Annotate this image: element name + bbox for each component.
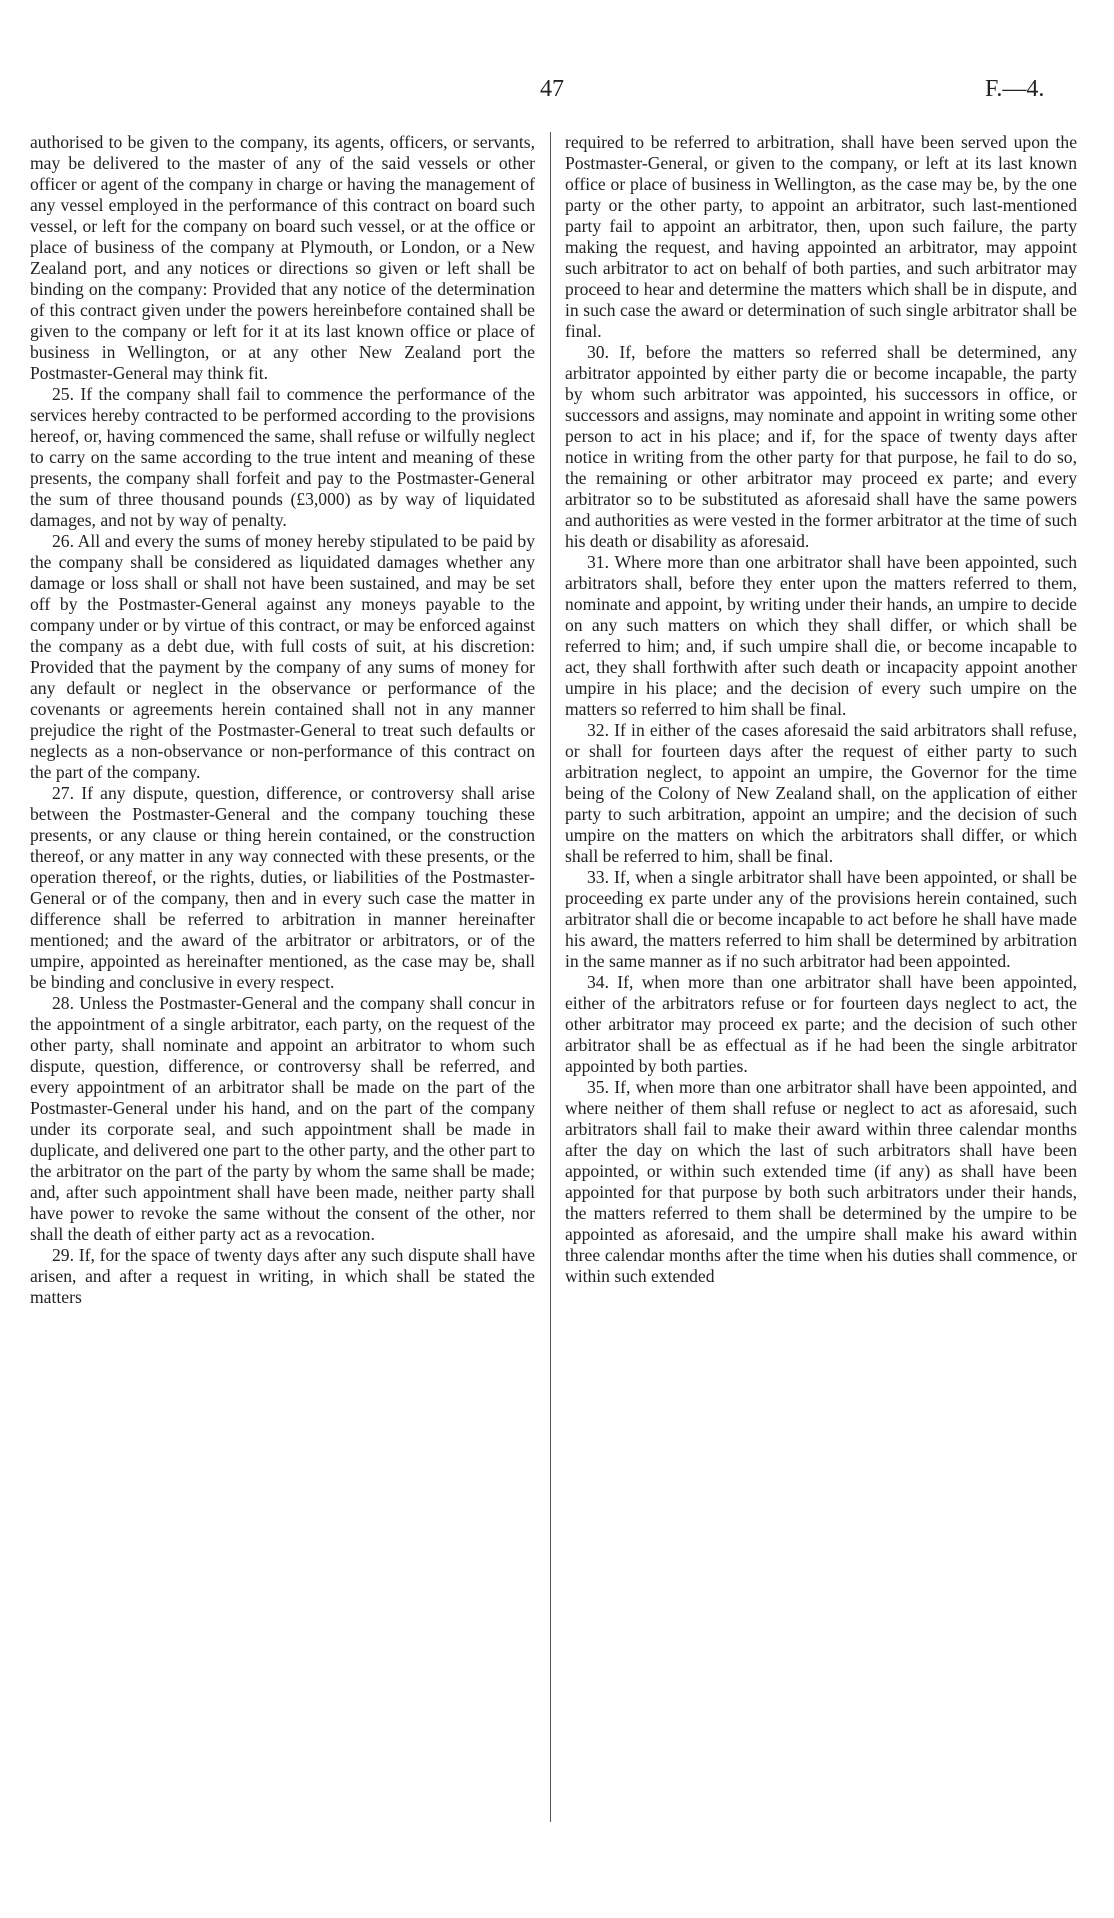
- page-number: 47: [540, 76, 564, 102]
- left-column: [30, 132, 535, 1308]
- paragraph: 35. If, when more than one arbitrator shall have been appointed, and where neither of them shall refuse or neglect to act as aforesaid, such arbitrators shall fail to make their award within three calendar months after the day on which the last of such arbitrators shall have been appointed, or within such extended time (if any) as shall have been appointed for that purpose by both such arbitrators under their hands, the matters referred to them shall be determined by the umpire to be appointed as aforesaid, and the umpire shall make his award within three calendar months after the time when his duties shall commence, or within such extended: [565, 1077, 1077, 1286]
- paragraph: 27. If any dispute, question, difference, or controversy shall arise between the Postmaster-General and the company touching these presents, or any clause or thing herein contained, or the construction thereof, or any matter in any way connected with these presents, or the operation thereof, or the rights, duties, or liabilities of the Postmaster-General or of the company, then and in every such case the matter in difference shall be referred to arbitration in manner hereinafter mentioned; and the award of the arbitrator or arbitrators, or of the umpire, appointed as hereinafter mentioned, as the case may be, shall be binding and conclusive in every respect.: [30, 783, 535, 992]
- paragraph: 25. If the company shall fail to commence the performance of the services hereby contracted to be performed according to the provisions hereof, or, having commenced the same, shall refuse or wilfully neglect to carry on the same according to the true intent and meaning of these presents, the company shall forfeit and pay to the Postmaster-General the sum of three thousand pounds (£3,000) as by way of liquidated damages, and not by way of penalty.: [30, 384, 535, 530]
- paragraph: 32. If in either of the cases aforesaid the said arbitrators shall refuse, or shall for fourteen days after the request of either party to such arbitration neglect, to appoint an umpire, the Governor for the time being of the Colony of New Zealand shall, on the application of either party to such arbitration, appoint an umpire; and the decision of such umpire on the matters on which the arbitrators shall differ, or which shall be referred to him, shall be final.: [565, 720, 1077, 866]
- paragraph: 33. If, when a single arbitrator shall have been appointed, or shall be proceeding ex parte under any of the provisions herein contained, such arbitrator shall die or become incapable to act before he shall have made his award, the matters referred to him shall be determined by arbitration in the same manner as if no such arbitrator had been appointed.: [565, 867, 1077, 971]
- paragraph: 28. Unless the Postmaster-General and the company shall concur in the appointment of a single arbitrator, each party, on the request of the other party, shall nominate and appoint an arbitrator to whom such dispute, question, difference, or controversy shall be referred, and every appointment of an arbitrator shall be made on the part of the Postmaster-General under his hand, and on the part of the company under its corporate seal, and such appointment shall be made in duplicate, and delivered one part to the other party, and the other part to the arbitrator on the part of the party by whom the same shall be made; and, after such appointment shall have been made, neither party shall have power to revoke the same without the consent of the other, nor shall the death of either party act as a revocation.: [30, 993, 535, 1244]
- paragraph: authorised to be given to the company, its agents, officers, or servants, may be delivered to the master of any of the said vessels or other officer or agent of the company in charge or having the management of any vessel employed in the performance of this contract on board such vessel, or left for the company on board such vessel, or at the office or place of business of the company at Plymouth, or London, or a New Zealand port, and any notices or directions so given or left shall be binding on the company: Provided that any notice of the determination of this contract given under the powers hereinbefore contained shall be given to the company or left for it at its last known office or place of business in Wellington, or at any other New Zealand port the Postmaster-General may think fit.: [30, 132, 535, 383]
- paragraph: required to be referred to arbitration, shall have been served upon the Postmaster-General, or given to the company, or left at its last known office or place of business in Wellington, as the case may be, by the one party or the other party, to appoint an arbitrator, such last-mentioned party fail to appoint an arbitrator, then, upon such failure, the party making the request, and having appointed an arbitrator, may appoint such arbitrator to act on behalf of both parties, and such arbitrator may proceed to hear and determine the matters which shall be in dispute, and in such case the award or determination of such single arbitrator shall be final.: [565, 132, 1077, 341]
- paragraph: 34. If, when more than one arbitrator shall have been appointed, either of the arbitrators refuse or for fourteen days neglect to act, the other arbitrator may proceed ex parte; and the decision of such other arbitrator shall be as effectual as if he had been the single arbitrator appointed by both parties.: [565, 972, 1077, 1076]
- paragraph: 26. All and every the sums of money hereby stipulated to be paid by the company shall be considered as liquidated damages whether any damage or loss shall or shall not have been sustained, and may be set off by the Postmaster-General against any moneys payable to the company under or by virtue of this contract, or may be enforced against the company as a debt due, with full costs of suit, at his discretion: Provided that the payment by the company of any sums of money for any default or neglect in the observance or performance of the covenants or agreements herein contained shall not in any manner prejudice the right of the Postmaster-General to treat such defaults or neglects as a non-observance or non-performance of this contract on the part of the company.: [30, 531, 535, 782]
- paragraph: 30. If, before the matters so referred shall be determined, any arbitrator appointed by either party die or become incapable, the party by whom such arbitrator was appointed, his successors in office, or successors and assigns, may nominate and appoint in writing some other person to act in his place; and if, for the space of twenty days after notice in writing from the other party for that purpose, he fail to do so, the remaining or other arbitrator may proceed ex parte; and every arbitrator so to be substituted as aforesaid shall have the same powers and authorities as were vested in the former arbitrator at the time of such his death or disability as aforesaid.: [565, 342, 1077, 551]
- right-column: [565, 132, 1077, 1287]
- document-reference: F.—4.: [985, 76, 1045, 102]
- column-divider: [550, 132, 551, 1822]
- paragraph: 31. Where more than one arbitrator shall have been appointed, such arbitrators shall, before they enter upon the matters referred to them, nominate and appoint, by writing under their hands, an umpire to decide on any such matters on which they shall differ, or which shall be referred to him; and, if such umpire shall die, or become incapable to act, they shall forthwith after such death or incapacity appoint another umpire in his place; and the decision of every such umpire on the matters so referred to him shall be final.: [565, 552, 1077, 719]
- paragraph: 29. If, for the space of twenty days after any such dispute shall have arisen, and after a request in writing, in which shall be stated the matters: [30, 1245, 535, 1307]
